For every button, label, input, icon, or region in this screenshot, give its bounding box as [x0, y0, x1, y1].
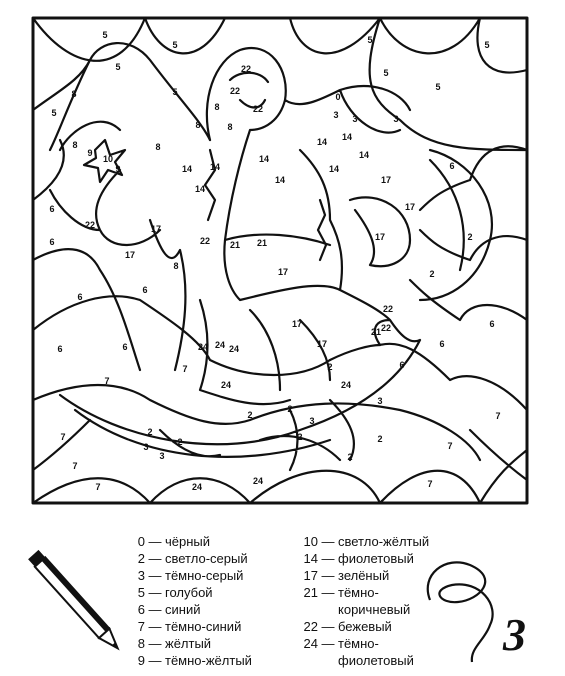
region-number: 14	[181, 164, 193, 174]
region-number: 8	[71, 89, 77, 99]
region-number: 2	[327, 362, 333, 372]
legend-right	[298, 533, 429, 669]
region-number: 9	[87, 148, 93, 158]
region-number: 24	[340, 380, 352, 390]
region-number: 8	[173, 261, 179, 271]
zigzag-left	[205, 150, 215, 220]
region-number: 22	[252, 104, 264, 114]
legend-item: 3 — тёмно-серый	[137, 568, 244, 583]
legend-item: 6 — синий	[137, 602, 201, 617]
legend-item: 0 — чёрный	[137, 534, 211, 549]
region-number: 6	[399, 360, 405, 370]
legend-item: 24 — тёмно-	[303, 636, 379, 651]
region-number: 8	[195, 120, 201, 130]
region-number: 14	[258, 154, 270, 164]
region-number: 22	[380, 323, 392, 333]
region-number: 14	[316, 137, 328, 147]
region-number: 2	[297, 432, 303, 442]
region-number: 7	[95, 482, 101, 492]
region-number: 17	[404, 202, 416, 212]
region-number: 2	[287, 404, 293, 414]
region-number: 6	[439, 339, 445, 349]
region-number: 24	[214, 340, 226, 350]
legend-item-continuation: коричневый	[338, 602, 411, 617]
region-number: 14	[274, 175, 286, 185]
region-number: 5	[172, 40, 178, 50]
region-number: 8	[214, 102, 220, 112]
region-number: 7	[447, 441, 453, 451]
region-number: 3	[377, 396, 383, 406]
region-number: 3	[309, 416, 315, 426]
region-number: 14	[194, 184, 206, 194]
region-number: 14	[358, 150, 370, 160]
legend-item: 21 — тёмно-	[303, 585, 379, 600]
region-number: 6	[449, 161, 455, 171]
region-number: 5	[172, 87, 178, 97]
region-number: 17	[277, 267, 289, 277]
region-number: 21	[229, 240, 241, 250]
region-number: 5	[102, 30, 108, 40]
region-number: 5	[367, 35, 373, 45]
region-number: 3	[352, 114, 358, 124]
region-number: 0	[335, 92, 341, 102]
region-number: 2	[429, 269, 435, 279]
legend-item-continuation: фиолетовый	[338, 653, 414, 668]
region-number: 6	[142, 285, 148, 295]
region-number: 17	[380, 175, 392, 185]
region-number: 22	[199, 236, 211, 246]
region-number: 7	[72, 461, 78, 471]
region-number: 24	[228, 344, 240, 354]
region-number: 2	[467, 232, 473, 242]
region-number: 3	[159, 451, 165, 461]
pencil-icon	[28, 550, 124, 654]
region-number: 3	[393, 114, 399, 124]
region-number: 2	[347, 452, 353, 462]
region-number: 14	[341, 132, 353, 142]
region-number: 22	[240, 64, 252, 74]
region-number: 5	[383, 68, 389, 78]
legend-item: 14 — фиолетовый	[303, 551, 414, 566]
region-number: 17	[316, 339, 328, 349]
region-number: 2	[377, 434, 383, 444]
page-number: 3	[503, 609, 526, 660]
region-number: 6	[77, 292, 83, 302]
region-number: 8	[227, 122, 233, 132]
region-number: 2	[247, 410, 253, 420]
legend-item: 17 — зелёный	[303, 568, 390, 583]
region-number: 17	[374, 232, 386, 242]
figure-outline	[50, 48, 495, 470]
region-number: 5	[435, 82, 441, 92]
region-number: 24	[252, 476, 264, 486]
region-number: 6	[49, 204, 55, 214]
region-number: 6	[57, 344, 63, 354]
legend-item: 10 — светло-жёлтый	[303, 534, 430, 549]
region-number: 6	[122, 342, 128, 352]
region-number: 9	[115, 164, 121, 174]
region-number: 3	[333, 110, 339, 120]
region-number: 5	[484, 40, 490, 50]
region-number: 7	[495, 411, 501, 421]
region-number: 21	[256, 238, 268, 248]
region-number: 7	[182, 364, 188, 374]
region-number: 17	[150, 224, 162, 234]
region-number: 21	[370, 327, 382, 337]
legend-item: 8 — жёлтый	[137, 636, 212, 651]
legend-item: 2 — светло-серый	[137, 551, 248, 566]
region-number: 8	[72, 140, 78, 150]
region-number: 22	[229, 86, 241, 96]
legend-item: 7 — тёмно-синий	[137, 619, 242, 634]
region-number: 22	[382, 304, 394, 314]
squiggle-line	[428, 562, 493, 662]
region-number: 7	[427, 479, 433, 489]
region-number: 7	[60, 432, 66, 442]
region-number: 3	[143, 442, 149, 452]
legend-item: 22 — бежевый	[303, 619, 392, 634]
region-number: 7	[104, 376, 110, 386]
legend-item: 9 — тёмно-жёлтый	[137, 653, 252, 668]
region-number: 17	[291, 319, 303, 329]
region-number: 6	[49, 237, 55, 247]
region-number: 14	[209, 162, 221, 172]
region-number: 22	[84, 220, 96, 230]
region-number: 2	[177, 437, 183, 447]
region-number: 17	[124, 250, 136, 260]
legend-item: 5 — голубой	[137, 585, 213, 600]
region-number: 24	[220, 380, 232, 390]
region-number: 5	[115, 62, 121, 72]
region-number: 14	[328, 164, 340, 174]
legend-left	[125, 533, 252, 669]
region-number: 10	[102, 154, 114, 164]
region-number: 24	[191, 482, 203, 492]
region-number: 24	[197, 342, 209, 352]
region-number: 2	[147, 427, 153, 437]
region-number: 6	[489, 319, 495, 329]
region-number: 5	[51, 108, 57, 118]
region-number: 8	[155, 142, 161, 152]
zigzag-right	[318, 200, 326, 260]
